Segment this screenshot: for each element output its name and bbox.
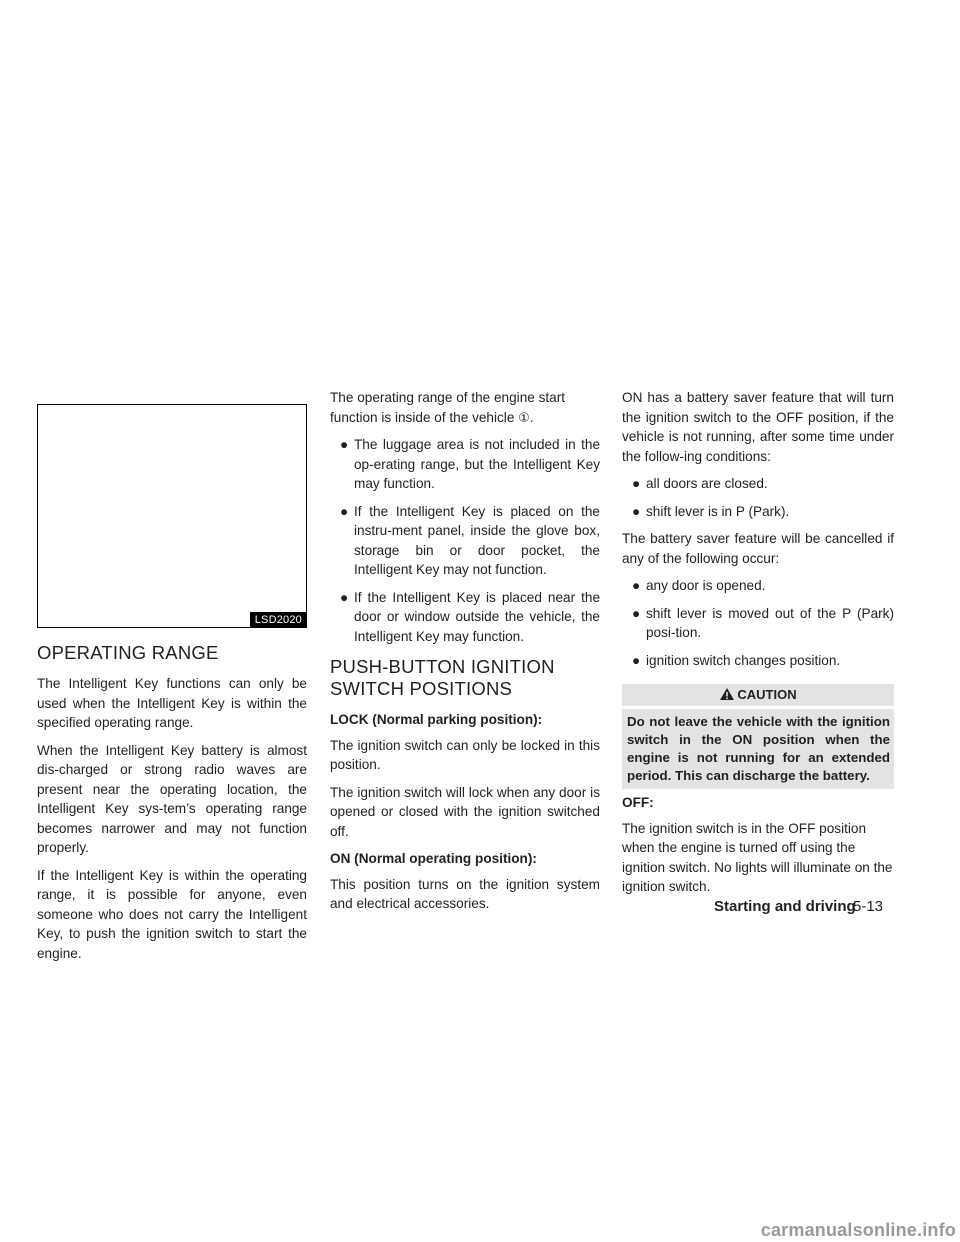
bullet-icon: ●	[632, 578, 641, 593]
page-footer	[714, 897, 914, 919]
figure-illustration	[37, 404, 307, 628]
bullet-icon: ●	[632, 605, 641, 621]
list-item: ● any door is opened.	[622, 576, 894, 596]
list-item: ● shift lever is in P (Park).	[622, 502, 894, 522]
section-heading-operating-range: OPERATING RANGE	[37, 642, 219, 663]
bullet-icon: ●	[340, 437, 349, 452]
footer-section-title: Starting and driving	[714, 898, 856, 915]
intro-text: The operating range of the engine start function is inside of the vehicle	[330, 390, 566, 425]
caution-header	[622, 684, 894, 706]
subheading-off: OFF:	[622, 795, 654, 810]
paragraph: The Intelligent Key functions can only be used when the Intelligent Key is within the specified operating range.	[37, 676, 307, 730]
warning-icon	[719, 687, 735, 701]
paragraph: ON has a battery saver feature that will turn the ignition switch to the OFF position, if the vehicle is not running, after some time under the follow-ing conditions:	[622, 390, 894, 464]
list-item: ● If the Intelligent Key is placed on the instru-ment panel, inside the glove box, storage bin or door pocket, the Intelligent Key may not function.	[340, 503, 600, 577]
caution-text: Do not leave the vehicle with the ignition switch in the ON position when the engine is not running for an extended period. This can discharge the battery.	[622, 709, 894, 789]
paragraph: The ignition switch can only be locked in this position.	[330, 737, 600, 772]
subheading-on: ON (Normal operating position):	[330, 851, 537, 866]
paragraph: If the Intelligent Key is within the operating range, it is possible for anyone, even someone who does not carry the Intelligent Key, to push the ignition switch to start the engine.	[37, 867, 307, 961]
page-number: 5-13	[853, 898, 884, 915]
bullet-icon: ●	[340, 503, 349, 519]
bullet-icon: ●	[632, 652, 641, 668]
figure-caption: LSD2020	[250, 612, 306, 627]
column-3	[622, 388, 894, 905]
paragraph: This position turns on the ignition system and electrical accessories.	[330, 876, 600, 911]
paragraph: The ignition switch will lock when any door is opened or closed with the ignition switched off.	[330, 784, 600, 839]
subheading-lock: LOCK (Normal parking position):	[330, 712, 543, 727]
list-item: ● The luggage area is not included in the op-erating range, but the Intelligent Key may function.	[340, 437, 600, 491]
list-item: ● If the Intelligent Key is placed near the door or window outside the vehicle, the Intelligent Key may function.	[340, 589, 600, 644]
column-1	[37, 404, 307, 971]
paragraph: The battery saver feature will be cancelled if any of the following occur:	[622, 531, 894, 566]
caution-box	[622, 684, 894, 789]
caution-title: CAUTION	[737, 687, 797, 702]
callout-marker: ①	[518, 409, 530, 425]
list-item: ● shift lever is moved out of the P (Park) posi-tion.	[632, 605, 894, 640]
bullet-icon: ●	[340, 589, 349, 605]
bullet-icon: ●	[632, 476, 641, 491]
bullet-list	[330, 435, 600, 646]
bullet-list	[622, 576, 894, 670]
list-item: ● all doors are closed.	[622, 474, 894, 494]
column-2	[330, 388, 600, 922]
list-item: ● ignition switch changes position.	[622, 651, 894, 671]
intro-end: .	[529, 409, 534, 425]
bullet-icon: ●	[632, 503, 641, 519]
paragraph: The ignition switch is in the OFF position when the engine is turned off using the ignition switch. No lights will illuminate on the ignition switch.	[622, 820, 893, 894]
section-heading-ignition-positions: PUSH-BUTTON IGNITION SWITCH POSITIONS	[330, 656, 555, 699]
paragraph	[330, 388, 600, 427]
bullet-list	[622, 474, 894, 521]
watermark: carmanualsonline.info	[760, 1219, 956, 1240]
paragraph: When the Intelligent Key battery is almost dis-charged or strong radio waves are present near the operating location, the Intelligent Key sys-tem’s operating range becomes narrower and may not function properly.	[37, 742, 307, 855]
